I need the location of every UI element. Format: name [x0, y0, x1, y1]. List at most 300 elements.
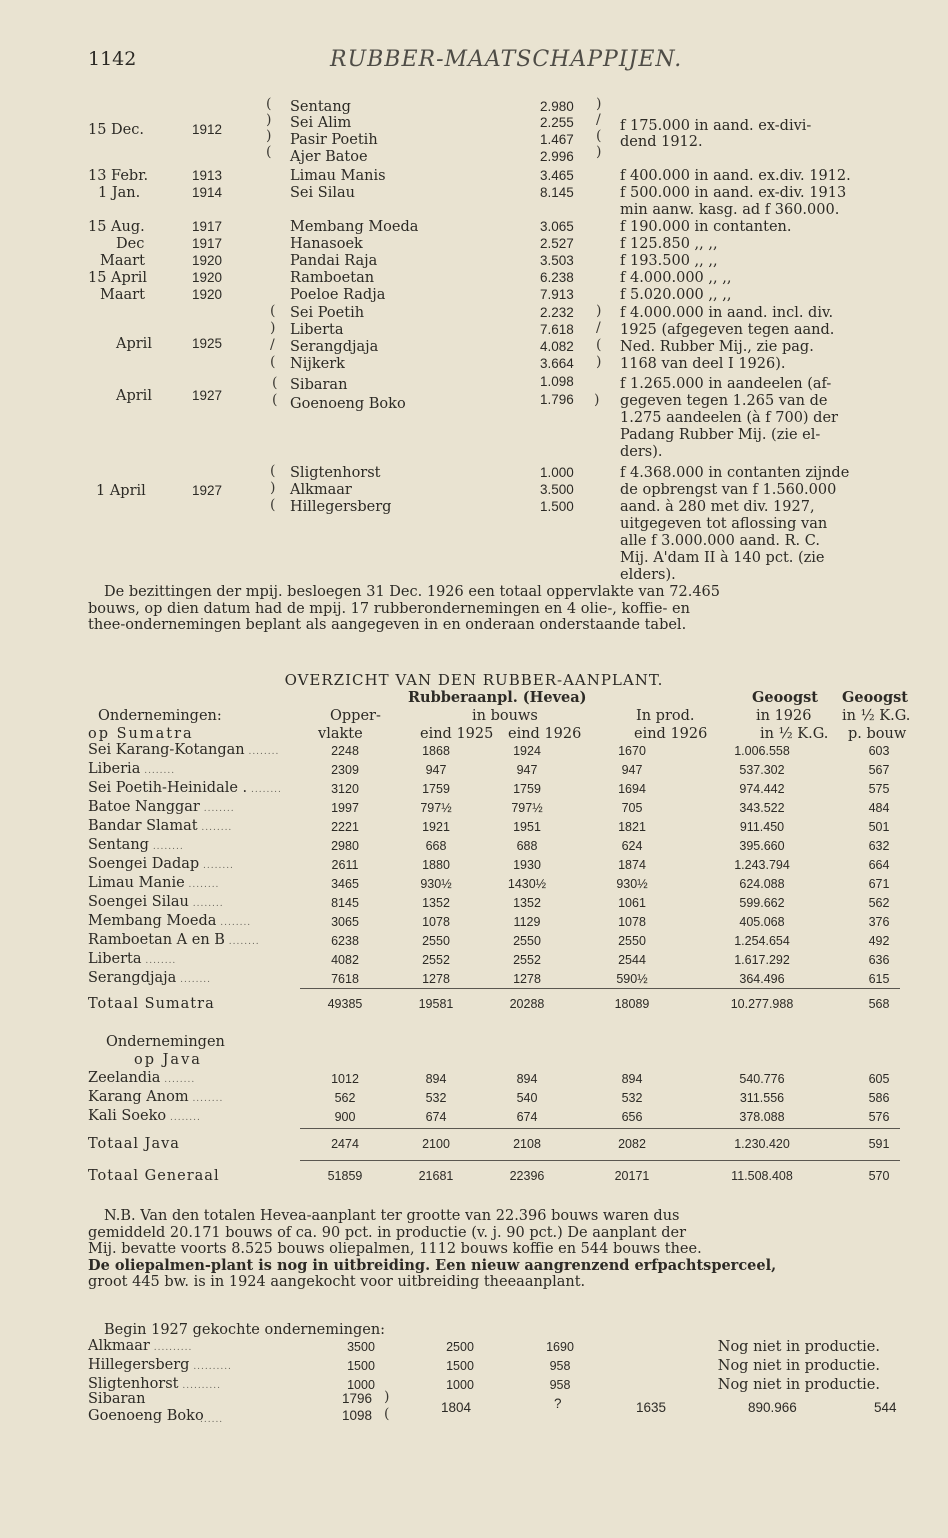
- running-title: RUBBER-MAATSCHAPPIJEN.: [330, 47, 683, 72]
- value-cell: 1278: [513, 972, 541, 986]
- acq-estate: Nijkerk: [290, 356, 345, 372]
- value-cell: 492: [868, 934, 890, 948]
- estate-name-cell: [88, 837, 300, 856]
- estate-name-cell: [88, 799, 300, 818]
- acq-estate: Ajer Batoe: [290, 149, 368, 165]
- value-cell: 3065: [331, 915, 359, 929]
- value-cell: 1880: [422, 858, 450, 872]
- value-cell: 590½: [616, 972, 648, 986]
- acq-note: f 4.000.000 in aand. incl. div.: [620, 305, 834, 321]
- leader-dots: ........: [160, 1075, 196, 1085]
- leader-dots: ........: [184, 880, 220, 890]
- acq-year: 1917: [192, 219, 223, 234]
- leader-dots: ..........: [189, 1362, 232, 1372]
- value-cell: 562: [868, 896, 890, 910]
- value-cell: 2550: [422, 934, 450, 948]
- value-cell: 656: [621, 1110, 643, 1124]
- acq-estate: Liberta: [290, 322, 344, 338]
- acq-area: 2.980: [540, 99, 574, 114]
- value-cell: 1868: [422, 744, 450, 758]
- estate-name-cell: [88, 1136, 300, 1153]
- value-cell: 484: [868, 801, 890, 815]
- estate-name-cell: [88, 818, 300, 837]
- value-cell: 20171: [614, 1169, 650, 1183]
- estate-name: Totaal Generaal: [88, 1168, 220, 1184]
- rule-line: [300, 1128, 900, 1129]
- leader-dots: ........: [199, 804, 235, 814]
- estate-name: Limau Manie: [88, 875, 185, 891]
- value-cell: 1.230.420: [734, 1137, 790, 1151]
- col-header: Ondernemingen:: [98, 708, 222, 724]
- value-cell: 1874: [618, 858, 646, 872]
- acq-estate: Hillegersberg: [290, 499, 392, 515]
- value-cell: 3465: [331, 877, 359, 891]
- estate-name-cell: [88, 761, 300, 780]
- acq-estate: Sentang: [290, 99, 351, 115]
- estate-name: Zeelandia: [88, 1070, 161, 1086]
- estate-name-cell: [88, 856, 300, 875]
- col-header: Opper-: [330, 708, 381, 724]
- rule-line: [300, 988, 900, 989]
- acq-area: 1.467: [540, 132, 574, 147]
- value-cell: 2611: [331, 858, 359, 872]
- acq-note: f 1.265.000 in aandeelen (af-: [620, 376, 832, 392]
- total-java-table: [88, 1136, 926, 1153]
- value-cell: 2550: [513, 934, 541, 948]
- acq-date: 1 April: [96, 483, 146, 499]
- value-cell: 378.088: [739, 1110, 785, 1124]
- estate-name-cell: [88, 1108, 300, 1127]
- estate-name-cell: [88, 875, 300, 894]
- value-cell: 1061: [618, 896, 646, 910]
- paragraph-line: bouws, op dien datum had de mpij. 17 rubberondernemingen en 4 olie-, koffie- en: [88, 600, 690, 617]
- value-cell: 8145: [331, 896, 359, 910]
- table-row: [88, 1108, 926, 1127]
- value-cell: 1759: [513, 782, 541, 796]
- value-cell: 797½: [511, 801, 543, 815]
- acq-note: de opbrengst van f 1.560.000: [620, 482, 837, 498]
- estate-name: Kali Soeko: [88, 1108, 167, 1124]
- value-cell: 705: [621, 801, 643, 815]
- value-cell: 624: [621, 839, 643, 853]
- acq-year: 1920: [192, 270, 223, 285]
- leader-dots: ........: [224, 937, 260, 947]
- estate-name: Soengei Dadap: [88, 856, 200, 872]
- purchase-value: 1500: [347, 1359, 375, 1373]
- value-cell: 1352: [513, 896, 541, 910]
- value-cell: 2552: [422, 953, 450, 967]
- table-title: OVERZICHT VAN DEN RUBBER-AANPLANT.: [284, 671, 664, 689]
- col-header: Geoogst: [752, 689, 818, 706]
- java-header: Ondernemingen: [106, 1034, 225, 1050]
- acq-estate: Goenoeng Boko: [290, 396, 406, 412]
- value-cell: 49385: [327, 997, 363, 1011]
- value-cell: 562: [334, 1091, 356, 1105]
- acq-note: aand. à 280 met div. 1927,: [620, 499, 815, 515]
- acq-date: 1 Jan.: [98, 185, 141, 201]
- acq-area: 3.065: [540, 219, 574, 234]
- value-cell: 3120: [331, 782, 359, 796]
- acq-area: 1.098: [540, 374, 574, 389]
- value-cell: 18089: [614, 997, 650, 1011]
- value-cell: 605: [868, 1072, 890, 1086]
- col-header: Geoogst: [842, 689, 908, 706]
- paragraph-line: Mij. bevatte voorts 8.525 bouws oliepalmen, 1112 bouws koffie en 544 bouws thee.: [88, 1241, 702, 1257]
- purchase-name: Goenoeng Boko: [88, 1408, 204, 1424]
- acq-area: 3.465: [540, 168, 574, 183]
- acq-year: 1927: [192, 483, 223, 498]
- value-cell: 568: [868, 997, 890, 1011]
- acq-note: alle f 3.000.000 aand. R. C.: [620, 533, 820, 549]
- leader-dots: ........: [148, 842, 184, 852]
- purchase-area: 1796: [342, 1391, 373, 1406]
- estate-name-cell: [88, 1089, 300, 1108]
- left-brace: ( ) / (: [270, 303, 276, 370]
- value-cell: 632: [868, 839, 890, 853]
- estate-name: Karang Anom: [88, 1089, 189, 1105]
- value-cell: 797½: [420, 801, 452, 815]
- estate-name: Batoe Nanggar: [88, 799, 200, 815]
- leader-dots: ........: [244, 747, 280, 757]
- acq-date: Dec: [116, 236, 145, 252]
- estate-name: Membang Moeda: [88, 913, 217, 929]
- table-row: [88, 837, 926, 856]
- left-brace: ( ) (: [270, 463, 276, 513]
- value-cell: 11.508.408: [731, 1169, 793, 1183]
- table-row: [88, 996, 926, 1013]
- purchase-value: 1635: [636, 1400, 667, 1415]
- value-cell: 1759: [422, 782, 450, 796]
- estate-name: Serangdjaja: [88, 970, 177, 986]
- acq-estate: Sei Silau: [290, 185, 355, 201]
- estate-name: Sentang: [88, 837, 149, 853]
- java-table: [88, 1070, 926, 1127]
- acq-estate: Alkmaar: [290, 482, 352, 498]
- value-cell: 2550: [618, 934, 646, 948]
- value-cell: 2108: [513, 1137, 541, 1151]
- value-cell: 894: [516, 1072, 538, 1086]
- acq-note: Padang Rubber Mij. (zie el-: [620, 427, 821, 443]
- value-cell: 2552: [513, 953, 541, 967]
- leader-dots: ........: [216, 918, 252, 928]
- estate-name-cell: [88, 894, 300, 913]
- acq-note: elders).: [620, 567, 676, 583]
- acq-area: 7.618: [540, 322, 574, 337]
- purchase-status: Nog niet in productie.: [717, 1339, 880, 1355]
- value-cell: 1278: [422, 972, 450, 986]
- leader-dots: ........: [199, 861, 234, 871]
- value-cell: 1924: [513, 744, 541, 758]
- purchase-name: Alkmaar: [88, 1338, 150, 1354]
- acq-area: 1.796: [540, 392, 574, 407]
- acq-note: f 175.000 in aand. ex-divi-: [620, 118, 812, 134]
- acq-date: April: [116, 336, 152, 352]
- value-cell: 2309: [331, 763, 359, 777]
- acq-note: f 4.000.000 ,, ,,: [620, 270, 732, 286]
- acq-note: ders).: [620, 444, 663, 460]
- estate-name-cell: [88, 996, 300, 1013]
- value-cell: 1997: [331, 801, 359, 815]
- purchase-name: Sligtenhorst: [88, 1376, 179, 1392]
- value-cell: 2100: [422, 1137, 450, 1151]
- value-cell: 2248: [331, 744, 359, 758]
- col-header: in bouws: [472, 708, 538, 724]
- value-cell: 537.302: [739, 763, 785, 777]
- acq-note: Mij. A'dam II à 140 pct. (zie: [620, 550, 825, 566]
- acq-year: 1925: [192, 336, 223, 351]
- value-cell: 405.068: [739, 915, 785, 929]
- purchase-value: 544: [874, 1400, 897, 1415]
- value-cell: 1129: [513, 915, 541, 929]
- value-cell: 2544: [618, 953, 646, 967]
- value-cell: 540: [516, 1091, 538, 1105]
- col-header: in ½ K.G.: [842, 708, 911, 724]
- value-cell: 376: [868, 915, 890, 929]
- purchase-value: ?: [554, 1396, 562, 1411]
- table-row: [88, 1338, 926, 1357]
- java-header: op Java: [134, 1052, 202, 1068]
- purchase-name-cell: [88, 1357, 312, 1376]
- value-cell: 624.088: [739, 877, 785, 891]
- value-cell: 1930: [513, 858, 541, 872]
- sumatra-table: [88, 742, 926, 989]
- acq-note: gegeven tegen 1.265 van de: [620, 393, 828, 409]
- acq-estate: Poeloe Radja: [290, 287, 386, 303]
- leader-dots: ........: [247, 785, 282, 795]
- paragraph-line: N.B. Van den totalen Hevea-aanplant ter grootte van 22.396 bouws waren dus: [104, 1208, 680, 1224]
- acq-estate: Sibaran: [290, 377, 348, 393]
- nb-paragraph: [88, 1208, 920, 1291]
- value-cell: 2980: [331, 839, 359, 853]
- value-cell: 567: [868, 763, 890, 777]
- leader-dots: ........: [140, 766, 176, 776]
- acq-area: 2.527: [540, 236, 574, 251]
- purchase-value: 890.966: [748, 1400, 797, 1415]
- purchase-value: 1000: [347, 1378, 375, 1392]
- estate-name-cell: [88, 1168, 300, 1185]
- acq-date: Maart: [100, 287, 145, 303]
- acq-estate: Sligtenhorst: [290, 465, 381, 481]
- acq-estate: Pasir Poetih: [290, 132, 378, 148]
- right-brace: ) (: [384, 1389, 390, 1422]
- acq-note: dend 1912.: [620, 134, 703, 150]
- acq-estate: Sei Poetih: [290, 305, 365, 321]
- value-cell: 636: [868, 953, 890, 967]
- acq-date: 15 Dec.: [88, 122, 144, 138]
- value-cell: 343.522: [739, 801, 785, 815]
- total-general-table: [88, 1168, 926, 1185]
- acq-note: f 193.500 ,, ,,: [620, 253, 718, 269]
- paragraph-line: De oliepalmen-plant is nog in uitbreiding. Een nieuw aangrenzend erfpachtsperceel,: [88, 1256, 777, 1274]
- table-row: [88, 1168, 926, 1185]
- purchase-value: 2500: [446, 1340, 474, 1354]
- acq-year: 1913: [192, 168, 223, 183]
- table-row: [88, 932, 926, 951]
- purchase-status: Nog niet in productie.: [717, 1377, 880, 1393]
- acq-year: 1912: [192, 122, 223, 137]
- acq-area: 3.664: [540, 356, 574, 371]
- acq-note: uitgegeven tot aflossing van: [620, 516, 828, 532]
- acq-note: 1.275 aandeelen (à f 700) der: [620, 410, 838, 426]
- value-cell: 575: [868, 782, 890, 796]
- leader-dots: ..........: [178, 1381, 221, 1391]
- value-cell: 894: [425, 1072, 447, 1086]
- acq-area: 2.996: [540, 149, 574, 164]
- acq-area: 3.503: [540, 253, 574, 268]
- purchase-value: 1804: [441, 1400, 472, 1415]
- paragraph-line: groot 445 bw. is in 1924 aangekocht voor uitbreiding theeaanplant.: [88, 1274, 586, 1290]
- purchase-name: Hillegersberg: [88, 1357, 190, 1373]
- table-row: [88, 875, 926, 894]
- estate-name: Sei Poetih-Heinidale .: [88, 780, 248, 796]
- total-sumatra-table: [88, 996, 926, 1013]
- paragraph-line: thee-ondernemingen beplant als aangegeven in en onderaan onderstaande tabel.: [88, 617, 687, 633]
- value-cell: 6238: [331, 934, 359, 948]
- acq-date: 15 Aug.: [88, 219, 145, 235]
- page-number: 1142: [88, 48, 137, 70]
- value-cell: 10.277.988: [730, 997, 794, 1011]
- leader-dots: ........: [188, 1094, 224, 1104]
- value-cell: 2221: [331, 820, 359, 834]
- paragraph-line: gemiddeld 20.171 bouws of ca. 90 pct. in productie (v. j. 90 pct.) De aanplant der: [88, 1224, 687, 1241]
- purchases-heading: Begin 1927 gekochte ondernemingen:: [104, 1322, 386, 1338]
- col-header: vlakte: [318, 726, 363, 742]
- estate-name: Ramboetan A en B: [88, 932, 225, 948]
- value-cell: 947: [621, 763, 643, 777]
- acq-year: 1920: [192, 287, 223, 302]
- value-cell: 2082: [618, 1137, 646, 1151]
- group-header: Rubberaanpl. (Hevea): [408, 689, 587, 706]
- purchase-name-cell: [88, 1338, 312, 1357]
- leader-dots: ........: [176, 975, 212, 985]
- table-row: [88, 799, 926, 818]
- value-cell: 4082: [331, 953, 359, 967]
- value-cell: 7618: [331, 972, 359, 986]
- value-cell: 20288: [509, 997, 545, 1011]
- value-cell: 540.776: [739, 1072, 785, 1086]
- right-brace: ) / ( ): [596, 303, 602, 370]
- acq-area: 8.145: [540, 185, 574, 200]
- value-cell: 894: [621, 1072, 643, 1086]
- table-row: [88, 1376, 926, 1395]
- estate-name: Liberia: [88, 761, 141, 777]
- acq-note: f 125.850 ,, ,,: [620, 236, 718, 252]
- purchase-value: 1000: [446, 1378, 474, 1392]
- col-header: eind 1925: [420, 726, 494, 742]
- value-cell: 930½: [616, 877, 648, 891]
- table-row: [88, 780, 926, 799]
- table-row: [88, 1089, 926, 1108]
- estate-name: Bandar Slamat: [88, 818, 198, 834]
- purchase-value: 3500: [347, 1340, 375, 1354]
- table-row: [88, 761, 926, 780]
- purchase-value: 958: [549, 1378, 571, 1392]
- estate-name-cell: [88, 742, 300, 761]
- value-cell: 570: [868, 1169, 890, 1183]
- estate-name: Soengei Silau: [88, 894, 189, 910]
- purchase-name: Sibaran: [88, 1391, 146, 1407]
- value-cell: 1670: [618, 744, 646, 758]
- table-row: [88, 1357, 926, 1376]
- acq-estate: Membang Moeda: [290, 219, 419, 235]
- value-cell: 1.254.654: [734, 934, 790, 948]
- right-brace: ) / ( ): [596, 96, 602, 160]
- value-cell: 1.243.794: [734, 858, 790, 872]
- value-cell: 1.617.292: [734, 953, 790, 967]
- table-row: [88, 970, 926, 989]
- acq-estate: Pandai Raja: [290, 253, 378, 269]
- table-row: [88, 951, 926, 970]
- col-header: in ½ K.G.: [760, 726, 829, 742]
- value-cell: 674: [516, 1110, 538, 1124]
- purchases-table: [88, 1338, 926, 1395]
- leader-dots: ........: [188, 899, 224, 909]
- acq-year: 1927: [192, 388, 223, 403]
- table-row: [88, 818, 926, 837]
- value-cell: 2474: [331, 1137, 359, 1151]
- leader-dots: ......: [200, 1415, 224, 1425]
- acq-note: 1925 (afgegeven tegen aand.: [620, 322, 835, 338]
- acq-area: 7.913: [540, 287, 574, 302]
- value-cell: 1921: [422, 820, 450, 834]
- value-cell: 947: [516, 763, 538, 777]
- acq-note: min aanw. kasg. ad f 360.000.: [620, 202, 840, 218]
- col-header: In prod.: [636, 708, 695, 724]
- purchase-value: 1690: [546, 1340, 574, 1354]
- value-cell: 532: [621, 1091, 643, 1105]
- estate-name-cell: [88, 932, 300, 951]
- value-cell: 603: [868, 744, 890, 758]
- value-cell: 1.006.558: [734, 744, 790, 758]
- value-cell: 532: [425, 1091, 447, 1105]
- table-row: [88, 1136, 926, 1153]
- value-cell: 586: [868, 1091, 890, 1105]
- left-brace: ( (: [272, 375, 278, 408]
- estate-name-cell: [88, 913, 300, 932]
- value-cell: 615: [868, 972, 890, 986]
- rule-line: [300, 1160, 900, 1161]
- value-cell: 364.496: [739, 972, 785, 986]
- acq-area: 4.082: [540, 339, 574, 354]
- leader-dots: ..........: [149, 1343, 193, 1353]
- table-row: [88, 894, 926, 913]
- acq-area: 1.500: [540, 499, 574, 514]
- value-cell: 395.660: [739, 839, 785, 853]
- estate-name: Sei Karang-Kotangan: [88, 742, 245, 758]
- estate-name: Liberta: [88, 951, 142, 967]
- value-cell: 1694: [618, 782, 646, 796]
- purchase-status: Nog niet in productie.: [717, 1358, 880, 1374]
- value-cell: 1078: [422, 915, 450, 929]
- leader-dots: ........: [166, 1113, 201, 1123]
- col-header: op Sumatra: [88, 726, 194, 742]
- table-row: [88, 856, 926, 875]
- acq-date: 15 April: [88, 270, 148, 286]
- acq-date: 13 Febr.: [88, 168, 149, 184]
- value-cell: 21681: [418, 1169, 454, 1183]
- value-cell: 1951: [513, 820, 541, 834]
- acq-year: 1920: [192, 253, 223, 268]
- acq-estate: Sei Alim: [290, 115, 352, 131]
- value-cell: 19581: [418, 997, 454, 1011]
- acq-estate: Hanasoek: [290, 236, 363, 252]
- value-cell: 1352: [422, 896, 450, 910]
- acq-note: f 400.000 in aand. ex.div. 1912.: [620, 168, 851, 184]
- value-cell: 974.442: [739, 782, 785, 796]
- value-cell: 501: [868, 820, 890, 834]
- value-cell: 688: [516, 839, 538, 853]
- paragraph-line: De bezittingen der mpij. besloegen 31 Dec. 1926 een totaal oppervlakte van 72.465: [104, 584, 720, 600]
